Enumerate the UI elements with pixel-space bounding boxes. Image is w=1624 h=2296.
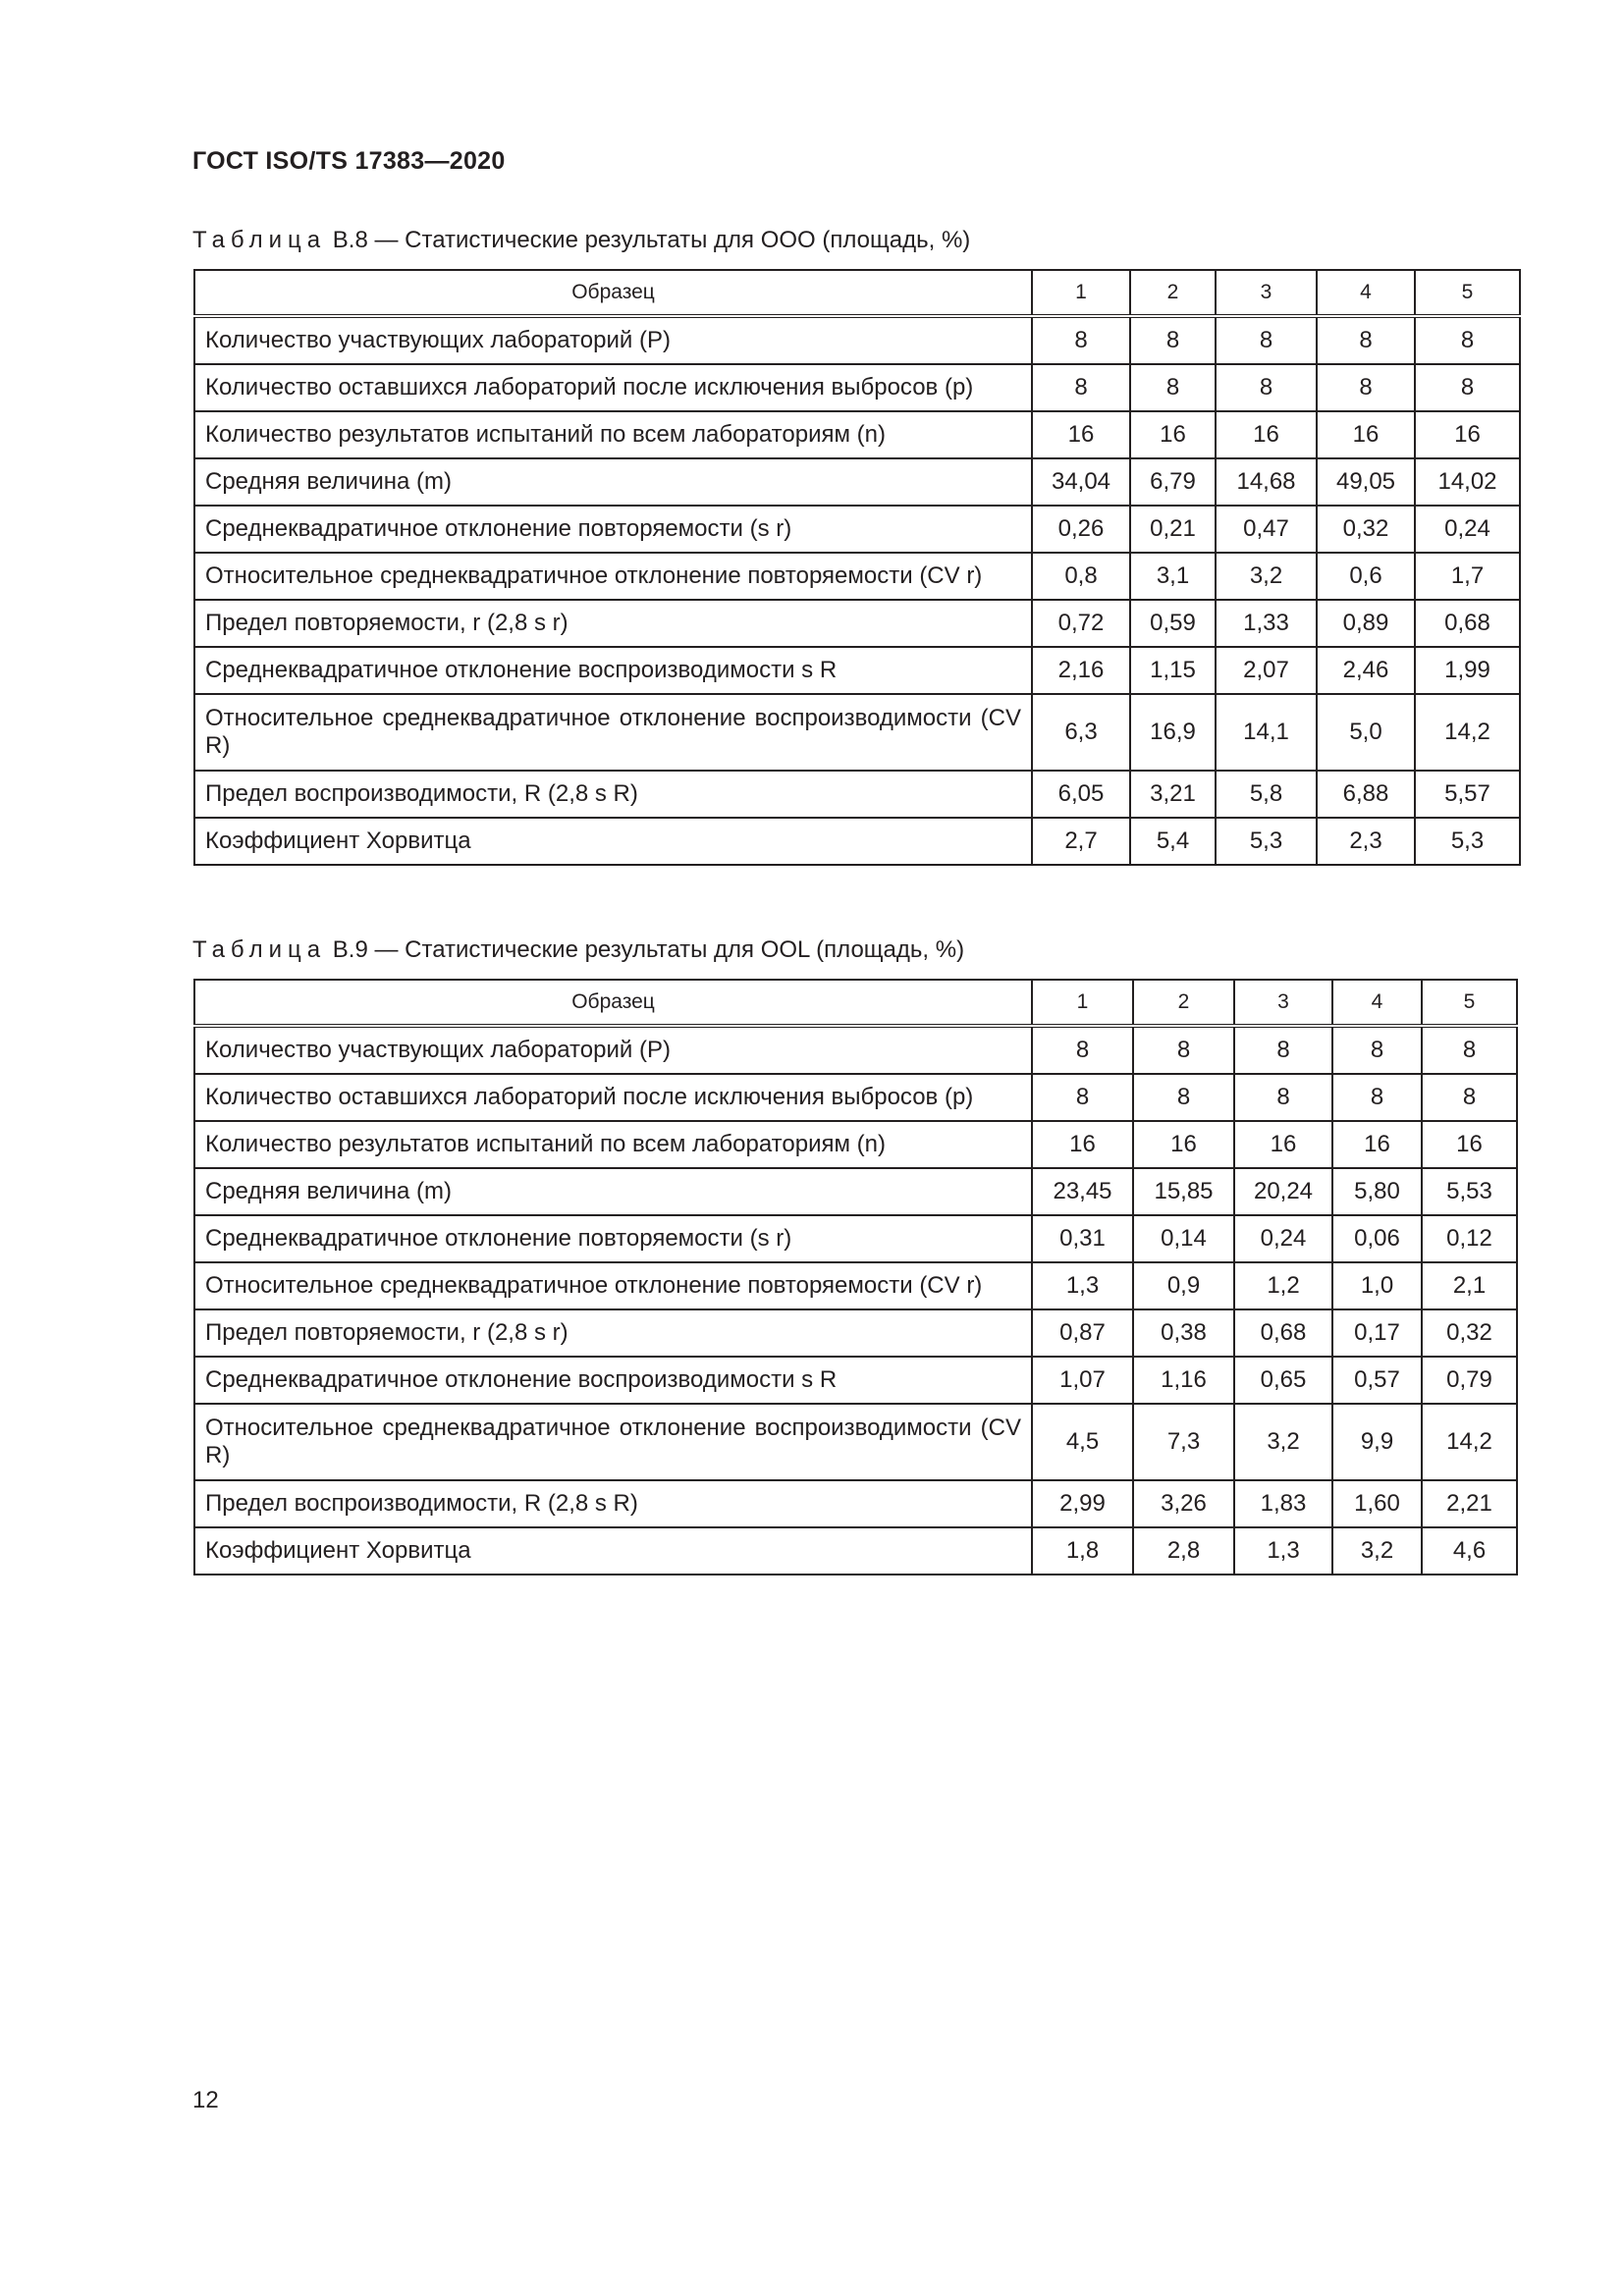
cell-value: 0,57 — [1332, 1357, 1422, 1404]
cell-value: 0,89 — [1317, 600, 1415, 647]
cell-value: 8 — [1422, 1074, 1517, 1121]
cell-value: 2,46 — [1317, 647, 1415, 694]
cell-value: 9,9 — [1332, 1404, 1422, 1480]
cell-value: 1,33 — [1216, 600, 1317, 647]
table-b9-caption-prefix: Таблица — [192, 936, 327, 963]
table-b9-column-header: 3 — [1234, 980, 1332, 1026]
table-b9-caption-text: B.9 — Статистические результаты для OOL (площадь, %) — [332, 936, 965, 963]
cell-value: 16,9 — [1130, 694, 1216, 771]
cell-value: 7,3 — [1133, 1404, 1234, 1480]
row-label: Коэффициент Хорвитца — [194, 818, 1032, 865]
cell-value: 8 — [1130, 364, 1216, 411]
cell-value: 5,57 — [1415, 771, 1520, 818]
cell-value: 1,15 — [1130, 647, 1216, 694]
row-label: Среднеквадратичное отклонение повторяемости (s r) — [194, 506, 1032, 553]
table-row — [194, 1168, 1517, 1215]
cell-value: 8 — [1032, 1074, 1133, 1121]
cell-value: 0,24 — [1415, 506, 1520, 553]
cell-value: 2,07 — [1216, 647, 1317, 694]
table-b9-sample-header: Образец — [194, 980, 1032, 1026]
cell-value: 8 — [1234, 1026, 1332, 1074]
cell-value: 1,2 — [1234, 1262, 1332, 1309]
table-row — [194, 1309, 1517, 1357]
table-row — [194, 1527, 1517, 1575]
cell-value: 5,4 — [1130, 818, 1216, 865]
cell-value: 8 — [1415, 316, 1520, 364]
cell-value: 16 — [1422, 1121, 1517, 1168]
cell-value: 16 — [1216, 411, 1317, 458]
table-row — [194, 1215, 1517, 1262]
cell-value: 16 — [1234, 1121, 1332, 1168]
cell-value: 8 — [1317, 364, 1415, 411]
cell-value: 2,3 — [1317, 818, 1415, 865]
cell-value: 8 — [1216, 364, 1317, 411]
table-row — [194, 647, 1520, 694]
cell-value: 0,68 — [1234, 1309, 1332, 1357]
table-row — [194, 1121, 1517, 1168]
cell-value: 8 — [1216, 316, 1317, 364]
cell-value: 8 — [1032, 1026, 1133, 1074]
table-row — [194, 1262, 1517, 1309]
table-row — [194, 316, 1520, 364]
cell-value: 1,0 — [1332, 1262, 1422, 1309]
row-label: Среднеквадратичное отклонение воспроизводимости s R — [194, 647, 1032, 694]
cell-value: 3,26 — [1133, 1480, 1234, 1527]
table-row — [194, 506, 1520, 553]
cell-value: 0,65 — [1234, 1357, 1332, 1404]
cell-value: 8 — [1032, 364, 1130, 411]
cell-value: 4,6 — [1422, 1527, 1517, 1575]
cell-value: 8 — [1317, 316, 1415, 364]
cell-value: 14,2 — [1422, 1404, 1517, 1480]
row-label: Предел повторяемости, r (2,8 s r) — [194, 1309, 1032, 1357]
cell-value: 14,1 — [1216, 694, 1317, 771]
table-b8-sample-header: Образец — [194, 270, 1032, 316]
cell-value: 1,3 — [1032, 1262, 1133, 1309]
row-label: Коэффициент Хорвитца — [194, 1527, 1032, 1575]
cell-value: 2,8 — [1133, 1527, 1234, 1575]
cell-value: 5,3 — [1415, 818, 1520, 865]
table-row — [194, 1074, 1517, 1121]
cell-value: 0,68 — [1415, 600, 1520, 647]
cell-value: 0,38 — [1133, 1309, 1234, 1357]
table-row — [194, 1404, 1517, 1480]
table-b9-caption — [192, 936, 964, 964]
table-b8-caption-text: B.8 — Статистические результаты для OOO (площадь, %) — [332, 227, 971, 253]
cell-value: 8 — [1133, 1074, 1234, 1121]
cell-value: 15,85 — [1133, 1168, 1234, 1215]
cell-value: 0,06 — [1332, 1215, 1422, 1262]
row-label: Количество результатов испытаний по всем лабораториям (n) — [194, 411, 1032, 458]
cell-value: 1,60 — [1332, 1480, 1422, 1527]
table-row — [194, 411, 1520, 458]
table-b8-column-header: 5 — [1415, 270, 1520, 316]
cell-value: 0,24 — [1234, 1215, 1332, 1262]
cell-value: 3,1 — [1130, 553, 1216, 600]
cell-value: 1,8 — [1032, 1527, 1133, 1575]
cell-value: 6,05 — [1032, 771, 1130, 818]
table-row — [194, 458, 1520, 506]
cell-value: 4,5 — [1032, 1404, 1133, 1480]
table-b9-body — [194, 980, 1517, 1575]
row-label: Средняя величина (m) — [194, 458, 1032, 506]
cell-value: 0,59 — [1130, 600, 1216, 647]
table-b9-column-header: 5 — [1422, 980, 1517, 1026]
cell-value: 49,05 — [1317, 458, 1415, 506]
cell-value: 16 — [1032, 411, 1130, 458]
row-label: Предел воспроизводимости, R (2,8 s R) — [194, 771, 1032, 818]
cell-value: 3,2 — [1332, 1527, 1422, 1575]
cell-value: 1,16 — [1133, 1357, 1234, 1404]
cell-value: 6,79 — [1130, 458, 1216, 506]
cell-value: 16 — [1032, 1121, 1133, 1168]
cell-value: 16 — [1133, 1121, 1234, 1168]
row-label: Среднеквадратичное отклонение воспроизводимости s R — [194, 1357, 1032, 1404]
table-row — [194, 818, 1520, 865]
cell-value: 20,24 — [1234, 1168, 1332, 1215]
row-label: Предел воспроизводимости, R (2,8 s R) — [194, 1480, 1032, 1527]
cell-value: 34,04 — [1032, 458, 1130, 506]
table-b9 — [193, 979, 1518, 1575]
cell-value: 16 — [1130, 411, 1216, 458]
cell-value: 8 — [1133, 1026, 1234, 1074]
cell-value: 2,1 — [1422, 1262, 1517, 1309]
table-b8-body — [194, 270, 1520, 865]
cell-value: 0,72 — [1032, 600, 1130, 647]
cell-value: 0,9 — [1133, 1262, 1234, 1309]
cell-value: 2,7 — [1032, 818, 1130, 865]
cell-value: 1,99 — [1415, 647, 1520, 694]
cell-value: 14,68 — [1216, 458, 1317, 506]
table-b8-column-header: 3 — [1216, 270, 1317, 316]
row-label: Количество участвующих лабораторий (P) — [194, 1026, 1032, 1074]
cell-value: 1,7 — [1415, 553, 1520, 600]
table-row — [194, 1026, 1517, 1074]
cell-value: 8 — [1234, 1074, 1332, 1121]
cell-value: 8 — [1422, 1026, 1517, 1074]
cell-value: 0,12 — [1422, 1215, 1517, 1262]
table-b9-column-header: 2 — [1133, 980, 1234, 1026]
cell-value: 3,21 — [1130, 771, 1216, 818]
cell-value: 6,3 — [1032, 694, 1130, 771]
cell-value: 23,45 — [1032, 1168, 1133, 1215]
cell-value: 8 — [1032, 316, 1130, 364]
table-b8-header-row — [194, 270, 1520, 316]
table-row — [194, 553, 1520, 600]
cell-value: 8 — [1332, 1074, 1422, 1121]
cell-value: 0,26 — [1032, 506, 1130, 553]
cell-value: 14,2 — [1415, 694, 1520, 771]
cell-value: 0,21 — [1130, 506, 1216, 553]
cell-value: 8 — [1415, 364, 1520, 411]
cell-value: 5,8 — [1216, 771, 1317, 818]
cell-value: 0,17 — [1332, 1309, 1422, 1357]
table-b8-caption — [192, 227, 970, 254]
cell-value: 2,99 — [1032, 1480, 1133, 1527]
row-label: Количество результатов испытаний по всем лабораториям (n) — [194, 1121, 1032, 1168]
table-row — [194, 771, 1520, 818]
cell-value: 1,83 — [1234, 1480, 1332, 1527]
cell-value: 14,02 — [1415, 458, 1520, 506]
row-label: Относительное среднеквадратичное отклонение повторяемости (CV r) — [194, 1262, 1032, 1309]
cell-value: 8 — [1130, 316, 1216, 364]
table-b8-column-header: 4 — [1317, 270, 1415, 316]
table-row — [194, 600, 1520, 647]
table-b8 — [193, 269, 1521, 866]
cell-value: 0,32 — [1317, 506, 1415, 553]
cell-value: 0,32 — [1422, 1309, 1517, 1357]
row-label: Предел повторяемости, r (2,8 s r) — [194, 600, 1032, 647]
cell-value: 16 — [1415, 411, 1520, 458]
table-row — [194, 694, 1520, 771]
cell-value: 5,0 — [1317, 694, 1415, 771]
table-row — [194, 364, 1520, 411]
row-label: Средняя величина (m) — [194, 1168, 1032, 1215]
cell-value: 1,07 — [1032, 1357, 1133, 1404]
row-label: Относительное среднеквадратичное отклонение повторяемости (CV r) — [194, 553, 1032, 600]
cell-value: 0,14 — [1133, 1215, 1234, 1262]
cell-value: 16 — [1332, 1121, 1422, 1168]
row-label: Количество оставшихся лабораторий после исключения выбросов (p) — [194, 364, 1032, 411]
cell-value: 2,16 — [1032, 647, 1130, 694]
table-b9-column-header: 4 — [1332, 980, 1422, 1026]
cell-value: 3,2 — [1216, 553, 1317, 600]
cell-value: 8 — [1332, 1026, 1422, 1074]
row-label: Количество участвующих лабораторий (P) — [194, 316, 1032, 364]
cell-value: 5,53 — [1422, 1168, 1517, 1215]
row-label: Количество оставшихся лабораторий после исключения выбросов (p) — [194, 1074, 1032, 1121]
table-b8-column-header: 2 — [1130, 270, 1216, 316]
cell-value: 0,47 — [1216, 506, 1317, 553]
row-label: Относительное среднеквадратичное отклонение воспроизводимости (CV R) — [194, 1404, 1032, 1480]
table-row — [194, 1480, 1517, 1527]
cell-value: 0,87 — [1032, 1309, 1133, 1357]
cell-value: 5,3 — [1216, 818, 1317, 865]
cell-value: 0,79 — [1422, 1357, 1517, 1404]
table-b9-header-row — [194, 980, 1517, 1026]
cell-value: 0,31 — [1032, 1215, 1133, 1262]
row-label: Среднеквадратичное отклонение повторяемости (s r) — [194, 1215, 1032, 1262]
cell-value: 16 — [1317, 411, 1415, 458]
table-b8-column-header: 1 — [1032, 270, 1130, 316]
page-number: 12 — [192, 2087, 219, 2113]
cell-value: 6,88 — [1317, 771, 1415, 818]
table-b9-column-header: 1 — [1032, 980, 1133, 1026]
table-row — [194, 1357, 1517, 1404]
cell-value: 3,2 — [1234, 1404, 1332, 1480]
cell-value: 1,3 — [1234, 1527, 1332, 1575]
cell-value: 0,6 — [1317, 553, 1415, 600]
table-b8-caption-prefix: Таблица — [192, 227, 327, 253]
cell-value: 5,80 — [1332, 1168, 1422, 1215]
row-label: Относительное среднеквадратичное отклонение воспроизводимости (CV R) — [194, 694, 1032, 771]
document-header: ГОСТ ISO/TS 17383—2020 — [192, 147, 506, 175]
cell-value: 0,8 — [1032, 553, 1130, 600]
cell-value: 2,21 — [1422, 1480, 1517, 1527]
